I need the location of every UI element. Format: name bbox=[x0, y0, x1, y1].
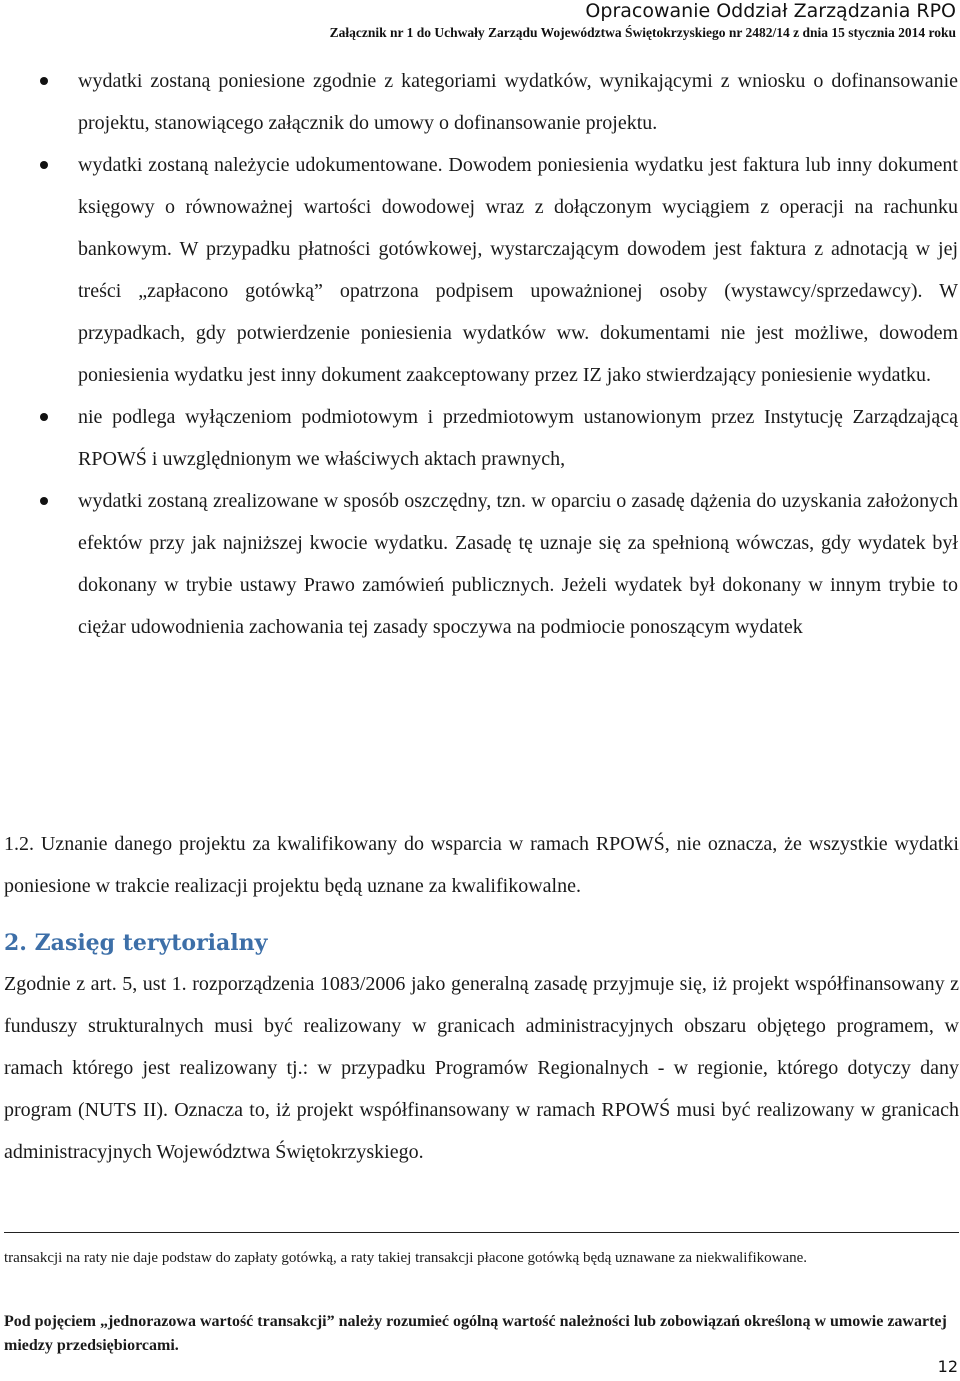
footnote-divider bbox=[4, 1232, 959, 1233]
bullet-icon bbox=[40, 497, 48, 505]
eligibility-bullet-list bbox=[0, 60, 960, 648]
bullet-text: wydatki zostaną zrealizowane w sposób oszczędny, tzn. w oparciu o zasadę dążenia do uzyskania założonych efektów przy jak najniższej kwocie wydatku. Zasadę tę uznaje się za spełnioną wówczas, gdy wydatek był dokonany w trybie ustawy Prawo zamówień publicznych. Jeżeli wydatek był dokonany w innym trybie to ciężar udowodnienia zachowania tej zasady spoczywa na podmiocie ponoszącym wydatek bbox=[78, 490, 958, 638]
bullet-item bbox=[0, 60, 960, 144]
bullet-text: wydatki zostaną należycie udokumentowane. Dowodem poniesienia wydatku jest faktura lub inny dokument księgowy o równoważnej wartości dowodowej wraz z dołączonym wyciągiem z operacji na rachunku bankowym. W przypadku płatności gotówkowej, wystarczającym dowodem jest faktura z adnotacją w jej treści „zapłacono gotówką” opatrzona podpisem upoważnionej osoby (wystawcy/sprzedawcy). W przypadkach, gdy potwierdzenie poniesienia wydatków ww. dokumentami nie jest możliwe, dowodem poniesienia wydatku jest inny dokument zaakceptowany przez IZ jako stwierdzający poniesienie wydatku. bbox=[78, 154, 958, 386]
header-subtitle: Załącznik nr 1 do Uchwały Zarządu Województwa Świętokrzyskiego nr 2482/14 z dnia 15 stycznia 2014 roku bbox=[329, 25, 956, 40]
section-heading: 2. Zasięg terytorialny bbox=[4, 930, 268, 956]
bullet-text: nie podlega wyłączeniom podmiotowym i przedmiotowym ustanowionym przez Instytucję Zarządzającą RPOWŚ i uwzględnionym we właściwych aktach prawnych, bbox=[78, 406, 958, 470]
bullet-icon bbox=[40, 77, 48, 85]
bullet-icon bbox=[40, 161, 48, 169]
footnote-2: Pod pojęciem „jednorazowa wartość transakcji” należy rozumieć ogólną wartość należności lub zobowiązań określoną w umowie zawartej miedzy przedsiębiorcami. bbox=[4, 1313, 947, 1354]
bullet-icon bbox=[40, 413, 48, 421]
paragraph-1-2: 1.2. Uznanie danego projektu za kwalifikowany do wsparcia w ramach RPOWŚ, nie oznacza, że wszystkie wydatki poniesione w trakcie realizacji projektu będą uznane za kwalifikowalne. bbox=[4, 833, 959, 897]
bullet-item bbox=[0, 144, 960, 396]
footnote-1: transakcji na raty nie daje podstaw do zapłaty gotówką, a raty takiej transakcji płacone gotówką będą uznawane za niekwalifikowane. bbox=[4, 1250, 808, 1266]
bullet-item bbox=[0, 396, 960, 480]
bullet-text: wydatki zostaną poniesione zgodnie z kategoriami wydatków, wynikającymi z wniosku o dofinansowanie projektu, stanowiącego załącznik do umowy o dofinansowanie projektu. bbox=[78, 70, 958, 134]
bullet-item bbox=[0, 480, 960, 648]
section-body: Zgodnie z art. 5, ust 1. rozporządzenia 1083/2006 jako generalną zasadę przyjmuje się, iż projekt współfinansowany z funduszy strukturalnych musi być realizowany w granicach administracyjnych obszaru objętego programem, w ramach którego jest realizowany tj.: w przypadku Programów Regionalnych - w regionie, którego dotyczy dany program (NUTS II). Oznacza to, iż projekt współfinansowany w ramach RPOWŚ musi być realizowany w granicach administracyjnych Województwa Świętokrzyskiego. bbox=[4, 973, 959, 1163]
header-title: Opracowanie Oddział Zarządzania RPO bbox=[585, 0, 956, 22]
page-number: 12 bbox=[937, 1357, 958, 1376]
